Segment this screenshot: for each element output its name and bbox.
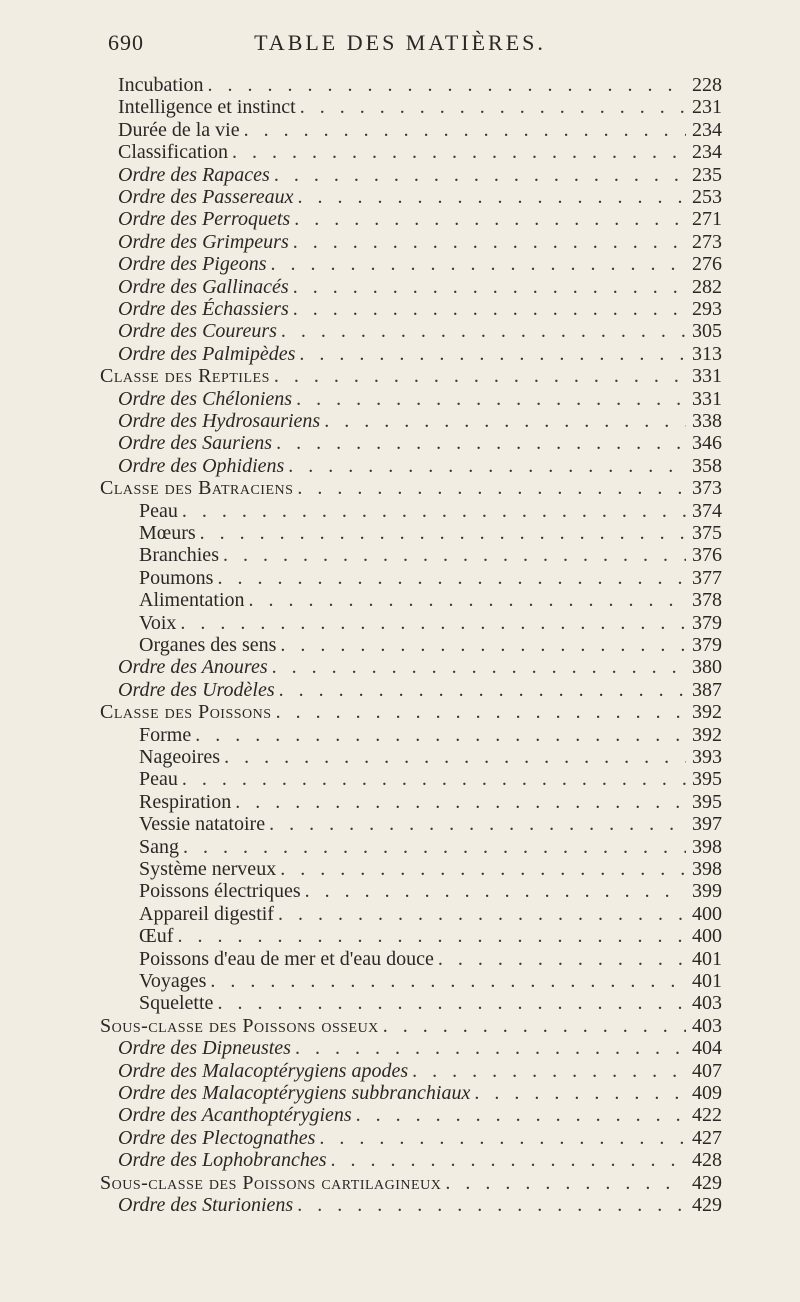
dot-leader [280,858,686,880]
dot-leader [293,276,686,298]
toc-entry-label: Sous-classe des Poissons cartilagineux [100,1171,442,1194]
toc-entry-page: 293 [692,298,722,320]
toc-entry-label: Ordre des Gallinacés [118,275,289,298]
dot-leader [294,208,686,230]
toc-entry-page: 313 [692,342,722,365]
toc-entry-label: Poissons d'eau de mer et d'eau douce [139,947,434,970]
toc-entry [118,679,722,701]
dot-leader [217,992,686,1014]
toc-entry-page: 377 [692,566,722,589]
toc-entry-page: 401 [692,970,722,992]
toc-entry [139,634,722,656]
toc-entry-label: Ordre des Malacoptérygiens apodes [118,1059,409,1082]
toc-entry [139,589,722,611]
toc-entry [100,365,722,387]
toc-entry-page: 373 [692,477,722,500]
toc-entry [118,119,722,141]
toc-entry [139,768,722,790]
toc-entry [139,880,722,902]
toc-entry [100,701,722,723]
toc-entry-label: Sang [139,835,179,858]
toc-entry-page: 379 [692,611,722,634]
dot-leader [445,1172,686,1194]
toc-entry-page: 409 [692,1082,722,1104]
toc-entry-page: 282 [692,275,722,298]
toc-entry-page: 273 [692,230,722,253]
page-number: 690 [108,30,144,55]
toc-entry [118,656,722,678]
toc-entry [139,970,722,992]
toc-entry-page: 380 [692,656,722,679]
toc-entry-label: Ordre des Malacoptérygiens subbranchiaux [118,1082,471,1104]
toc-entry-label: Ordre des Anoures [118,656,268,679]
toc-entry [139,925,722,947]
dot-leader [274,164,686,186]
toc-entry-label: Ordre des Ophidiens [118,454,285,477]
toc-entry-label: Ordre des Rapaces [118,163,270,186]
toc-entry-page: 401 [692,947,722,970]
toc-entry-page: 235 [692,163,722,186]
toc-entry-page: 428 [692,1149,722,1172]
toc-entry-page: 403 [692,992,722,1015]
dot-leader [274,365,686,387]
dot-leader [278,903,686,925]
toc-entry [118,320,722,342]
dot-leader [383,1015,686,1037]
toc-entry-label: Nageoires [139,746,221,768]
dot-leader [300,96,686,118]
page-header [0,30,800,60]
dot-leader [223,544,686,566]
toc-entry-label: Durée de la vie [118,118,240,141]
toc-entry-page: 358 [692,454,722,477]
toc-entry [139,903,722,925]
toc-entry [100,1015,722,1037]
toc-entry [118,343,722,365]
dot-leader [276,701,686,723]
dot-leader [272,656,686,678]
toc-entry-page: 305 [692,320,722,343]
toc-entry-label: Voix [139,611,177,634]
dot-leader [180,612,686,634]
toc-entry-label: Ordre des Coureurs [118,320,277,343]
toc-entry [118,186,722,208]
toc-entry-page: 376 [692,544,722,567]
dot-leader [182,768,686,790]
dot-leader [293,298,686,320]
dot-leader [232,141,686,163]
dot-leader [208,74,686,96]
toc-entry-page: 231 [692,96,722,119]
toc-entry-label: Vessie natatoire [139,813,266,836]
toc-entry-label: Forme [139,723,192,746]
running-title: TABLE DES MATIÈRES. [254,30,546,55]
toc-entry [139,836,722,858]
toc-entry [118,455,722,477]
toc-entry-page: 276 [692,253,722,276]
toc-entry [139,500,722,522]
toc-entry-page: 228 [692,74,722,96]
toc-entry-label: Ordre des Passereaux [118,186,294,208]
toc-entry-label: Ordre des Palmipèdes [118,342,296,365]
toc-entry-page: 429 [692,1171,722,1194]
toc-entry [118,231,722,253]
toc-entry-page: 404 [692,1037,722,1060]
toc-entry [118,1082,722,1104]
toc-entry [118,432,722,454]
dot-leader [297,1194,686,1216]
toc-entry-label: Branchies [139,544,219,567]
toc-entry-page: 399 [692,880,722,903]
toc-entry [118,96,722,118]
dot-leader [324,410,686,432]
dot-leader [299,343,686,365]
dot-leader [271,253,687,275]
toc-entry-page: 253 [692,186,722,208]
dot-leader [183,836,686,858]
toc-entry-label: Ordre des Pigeons [118,253,267,276]
toc-entry [118,253,722,275]
dot-leader [280,634,686,656]
toc-entry-label: Alimentation [139,589,245,612]
toc-entry-label: Incubation [118,74,204,96]
toc-entry-page: 271 [692,208,722,231]
toc-entry-label: Respiration [139,790,232,813]
toc-entry-page: 331 [692,365,722,388]
toc-entry [139,948,722,970]
dot-leader [200,522,686,544]
toc-entry-page: 407 [692,1059,722,1082]
toc-entry-label: Œuf [139,925,174,948]
toc-entry-label: Ordre des Acanthoptérygiens [118,1104,352,1127]
toc-entry-label: Sous-classe des Poissons osseux [100,1014,379,1037]
dot-leader [281,320,686,342]
toc-entry-page: 427 [692,1126,722,1149]
toc-entry-page: 379 [692,634,722,656]
toc-entry [139,567,722,589]
dot-leader [298,186,686,208]
toc-entry [118,1060,722,1082]
toc-entry-label: Système nerveux [139,858,277,880]
dot-leader [297,477,686,499]
toc-entry-page: 374 [692,499,722,522]
dot-leader [224,746,686,768]
toc-entry-label: Ordre des Sturioniens [118,1194,294,1216]
toc-entry [139,992,722,1014]
dot-leader [182,500,686,522]
toc-entry-label: Ordre des Hydrosauriens [118,410,321,432]
toc-entry-page: 392 [692,701,722,724]
dot-leader [249,589,686,611]
toc-entry-label: Squelette [139,992,214,1015]
toc-entry-page: 331 [692,387,722,410]
toc-entry [139,813,722,835]
toc-entry-page: 234 [692,118,722,141]
toc-entry-page: 387 [692,678,722,701]
toc-entry [118,1194,722,1216]
dot-leader [217,567,686,589]
toc-entry-label: Classification [118,141,228,164]
dot-leader [305,880,686,902]
toc-entry [118,141,722,163]
toc-entry-label: Ordre des Grimpeurs [118,230,289,253]
toc-entry-label: Intelligence et instinct [118,96,296,119]
toc-entry-label: Ordre des Plectognathes [118,1126,316,1149]
toc-entry-label: Ordre des Échassiers [118,298,289,320]
toc-entry [139,791,722,813]
toc-entry-page: 378 [692,589,722,612]
toc-entry [139,724,722,746]
toc-entry [118,1149,722,1171]
dot-leader [295,1037,686,1059]
dot-leader [331,1149,686,1171]
toc-entry-page: 375 [692,522,722,544]
dot-leader [235,791,686,813]
toc-entry-page: 398 [692,858,722,880]
toc-entry-label: Classe des Batraciens [100,477,294,500]
toc-entry-label: Ordre des Urodèles [118,678,275,701]
dot-leader [288,455,686,477]
toc-entry-page: 346 [692,432,722,455]
toc-entry [139,544,722,566]
toc-entry-label: Classe des Reptiles [100,365,270,388]
dot-leader [210,970,686,992]
toc-entry [100,477,722,499]
dot-leader [296,388,686,410]
toc-entry-page: 397 [692,813,722,836]
dot-leader [438,948,686,970]
toc-entry-label: Ordre des Lophobranches [118,1149,327,1172]
toc-entry-label: Mœurs [139,522,196,544]
toc-entry-page: 422 [692,1104,722,1127]
toc-entry [139,858,722,880]
toc-entry-page: 393 [692,746,722,768]
toc-entry-page: 403 [692,1014,722,1037]
toc-entry-page: 234 [692,141,722,164]
toc-entry-label: Classe des Poissons [100,701,272,724]
toc-entry [118,276,722,298]
toc-entry [139,522,722,544]
toc-entry-page: 400 [692,925,722,948]
toc-entry [100,1172,722,1194]
toc-entry [139,612,722,634]
dot-leader [412,1060,686,1082]
dot-leader [269,813,686,835]
dot-leader [474,1082,686,1104]
toc-entry-page: 338 [692,410,722,432]
toc-entry-label: Peau [139,768,178,791]
toc-entry-page: 398 [692,835,722,858]
dot-leader [276,432,686,454]
toc-entry-page: 395 [692,790,722,813]
toc-entry-page: 392 [692,723,722,746]
toc-entry-label: Ordre des Sauriens [118,432,273,455]
dot-leader [279,679,686,701]
toc-entry [118,1104,722,1126]
toc-entry [118,298,722,320]
toc-entry [139,746,722,768]
toc-entry-label: Poumons [139,566,214,589]
toc-entry [118,74,722,96]
toc-entry-label: Organes des sens [139,634,277,656]
dot-leader [319,1127,686,1149]
toc-entry-page: 429 [692,1194,722,1216]
dot-leader [195,724,686,746]
dot-leader [244,119,686,141]
dot-leader [356,1104,686,1126]
dot-leader [177,925,686,947]
toc-entry-label: Ordre des Chéloniens [118,387,293,410]
toc-entry-label: Voyages [139,970,207,992]
toc-entry-label: Poissons électriques [139,880,301,903]
toc-entry [118,410,722,432]
toc-entry-label: Peau [139,499,178,522]
toc-entry-label: Ordre des Perroquets [118,208,291,231]
toc-entry [118,208,722,230]
toc-entry-page: 400 [692,902,722,925]
toc-entry-label: Ordre des Dipneustes [118,1037,291,1060]
toc-entry [118,1127,722,1149]
dot-leader [293,231,686,253]
toc-entry [118,388,722,410]
toc-entry-page: 395 [692,768,722,791]
toc-entry-label: Appareil digestif [139,902,274,925]
toc-entry [118,164,722,186]
toc-entry [118,1037,722,1059]
